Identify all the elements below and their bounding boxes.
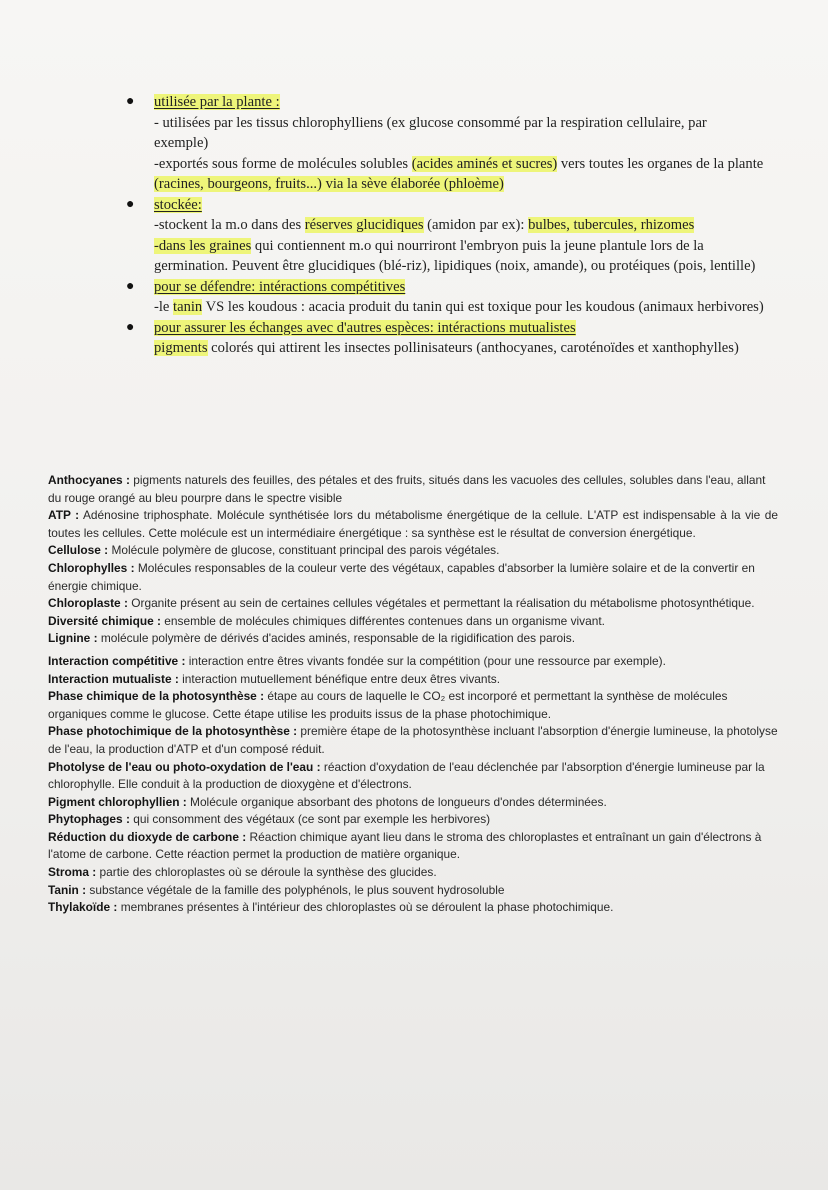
bullet-list: [124, 92, 764, 359]
glossary-term: Diversité chimique :: [48, 613, 161, 628]
highlighted-text: réserves glucidiques: [304, 217, 424, 233]
bullet-title: stockée:: [154, 196, 202, 213]
glossary-definition: substance végétale de la famille des polyphénols, le plus souvent hydrosoluble: [86, 882, 505, 897]
glossary-entry: [48, 595, 778, 613]
highlighted-text: -dans les graines: [154, 237, 252, 254]
highlighted-text: (acides aminés et sucres): [411, 155, 558, 172]
bullet-title: utilisée par la plante :: [154, 94, 280, 110]
glossary-entry: [48, 507, 778, 542]
bullet-line: [154, 338, 764, 359]
bullet-line: [154, 215, 764, 236]
glossary-term: Interaction mutualiste :: [48, 671, 179, 686]
glossary-term: Chlorophylles :: [48, 560, 135, 575]
bullet-dot-icon: ●: [126, 278, 135, 294]
glossary-term: Réduction du dioxyde de carbone :: [48, 829, 247, 844]
glossary-entry: [48, 864, 778, 882]
bullet-line: [154, 297, 764, 318]
glossary-entry: [48, 811, 778, 829]
glossary-term: Lignine :: [48, 631, 98, 646]
glossary-definition: Molécule polymère de glucose, constituant principal des parois végétales.: [108, 543, 500, 558]
glossary-entry: [48, 630, 778, 648]
glossary-entry: [48, 671, 778, 689]
glossary-definition: molécule polymère de dérivés d'acides aminés, responsable de la rigidification des parois.: [97, 631, 576, 646]
glossary-entry: [48, 560, 778, 595]
glossary-term: Phase photochimique de la photosynthèse :: [48, 724, 298, 739]
glossary-definition: réaction d'oxydation de l'eau déclenchée par l'absorption d'énergie lumineuse par la chlorophylle. Elle conduit à la production de dioxygène et d'électrons.: [48, 759, 765, 792]
bullet-line: [154, 113, 764, 154]
glossary-entry: [48, 542, 778, 560]
glossary-term: Anthocyanes :: [48, 473, 130, 487]
bullet-dot-icon: ●: [126, 319, 135, 335]
glossary-definition: partie des chloroplastes où se déroule la synthèse des glucides.: [96, 865, 437, 880]
glossary-definition: pigments naturels des feuilles, des pétales et des fruits, situés dans les vacuoles des cellules, solubles dans l'eau, allant du rouge orangé au bleu pourpre dans le spectre visible: [48, 473, 766, 505]
glossary-term: Thylakoïde :: [48, 900, 118, 915]
text-segment: (amidon par ex):: [423, 217, 529, 233]
glossary-entry: [48, 759, 778, 794]
glossary-term: Cellulose :: [48, 543, 109, 558]
bullet-item: [124, 318, 764, 359]
glossary-term: Interaction compétitive :: [48, 653, 186, 668]
glossary-entry: [48, 472, 778, 507]
text-segment: -le: [154, 299, 174, 315]
glossary-definition: Réaction chimique ayant lieu dans le stroma des chloroplastes et entraînant un gain d'électrons à l'atome de carbone. Cette réaction permet la production de matière organique.: [48, 829, 762, 862]
highlighted-text: (racines, bourgeons, fruits...) via la sève élaborée (phloème): [154, 176, 504, 192]
bullet-dot-icon: ●: [126, 94, 135, 109]
bullet-line: [154, 236, 764, 277]
glossary-definition: Organite présent au sein de certaines cellules végétales et permettant la réalisation du métabolisme photosynthétique.: [127, 596, 755, 611]
glossary-entry: [48, 794, 778, 812]
glossary-entry: [48, 653, 778, 671]
highlighted-text: pigments: [154, 340, 208, 356]
glossary-term: Chloroplaste :: [48, 596, 128, 611]
glossary-definition: interaction mutuellement bénéfique entre deux êtres vivants.: [178, 671, 501, 686]
text-segment: VS les koudous : acacia produit du tanin qui est toxique pour les koudous (animaux herbivores): [202, 299, 764, 315]
bullet-item: [124, 195, 764, 277]
bullet-line: [154, 154, 764, 195]
glossary-term: Phase chimique de la photosynthèse :: [48, 689, 265, 704]
glossary-entry: [48, 723, 778, 758]
glossary-definition: Molécule organique absorbant des photons de longueurs d'ondes déterminées.: [186, 794, 607, 809]
glossary-entry: [48, 688, 778, 723]
glossary-definition: étape au cours de laquelle le CO₂ est incorporé et permettant la synthèse de molécules organiques comme le glucose. Cette étape utilise les produits issus de la phase photochimique.: [48, 689, 728, 721]
glossary: [48, 472, 778, 917]
glossary-entry: [48, 613, 778, 631]
glossary-term: Tanin :: [48, 882, 87, 897]
text-segment: -exportés sous forme de molécules solubles: [154, 155, 412, 172]
glossary-term: Photolyse de l'eau ou photo-oxydation de l'eau :: [48, 759, 321, 774]
bullet-dot-icon: ●: [126, 196, 135, 212]
bullet-item: [124, 277, 764, 318]
bullet-title: pour se défendre: intéractions compétitives: [154, 278, 406, 295]
text-segment: -stockent la m.o dans des: [154, 217, 305, 233]
highlighted-text: tanin: [173, 299, 203, 315]
text-segment: - utilisées par les tissus chlorophylliens (ex glucose consommé par la respiration cellulaire, par exemple): [154, 114, 707, 151]
glossary-term: ATP :: [48, 508, 80, 523]
glossary-entry: [48, 829, 778, 864]
glossary-definition: Molécules responsables de la couleur verte des végétaux, capables d'absorber la lumière solaire et de la convertir en énergie chimique.: [48, 560, 755, 593]
glossary-definition: interaction entre êtres vivants fondée sur la compétition (pour une ressource par exemple).: [185, 653, 666, 668]
text-segment: vers toutes les organes de la plante: [557, 155, 764, 172]
glossary-term: Pigment chlorophyllien :: [48, 794, 187, 809]
highlighted-text: bulbes, tubercules, rhizomes: [528, 217, 695, 233]
text-segment: qui contiennent m.o qui nourriront l'embryon puis la jeune plantule lors de la germination. Peuvent être glucidiques (blé-riz), lipidiques (noix, amande), ou protéiques (pois, lentille): [154, 237, 756, 274]
glossary-term: Phytophages :: [48, 812, 130, 827]
text-segment: colorés qui attirent les insectes pollinisateurs (anthocyanes, caroténoïdes et xanthophylles): [207, 340, 739, 356]
glossary-entry: [48, 882, 778, 900]
glossary-definition: qui consomment des végétaux (ce sont par exemple les herbivores): [129, 812, 491, 827]
bullet-item: [124, 92, 764, 195]
glossary-term: Stroma :: [48, 865, 97, 880]
glossary-entry: [48, 899, 778, 917]
bullet-title: pour assurer les échanges avec d'autres espèces: intéractions mutualistes: [154, 319, 576, 336]
glossary-definition: ensemble de molécules chimiques différentes contenues dans un organisme vivant.: [161, 613, 605, 628]
glossary-definition: première étape de la photosynthèse incluant l'absorption d'énergie lumineuse, la photolyse de l'eau, la production d'ATP et d'un composé réduit.: [48, 724, 778, 756]
glossary-definition: membranes présentes à l'intérieur des chloroplastes où se déroulent la phase photochimique.: [117, 900, 614, 915]
glossary-definition: Adénosine triphosphate. Molécule synthétisée lors du métabolisme énergétique de la cellule. L'ATP est indispensable à la vie de toutes les cellules. Cette molécule est un intermédiaire énergétique : sa synthèse est le résultat de conversion énergétique.: [48, 508, 778, 540]
